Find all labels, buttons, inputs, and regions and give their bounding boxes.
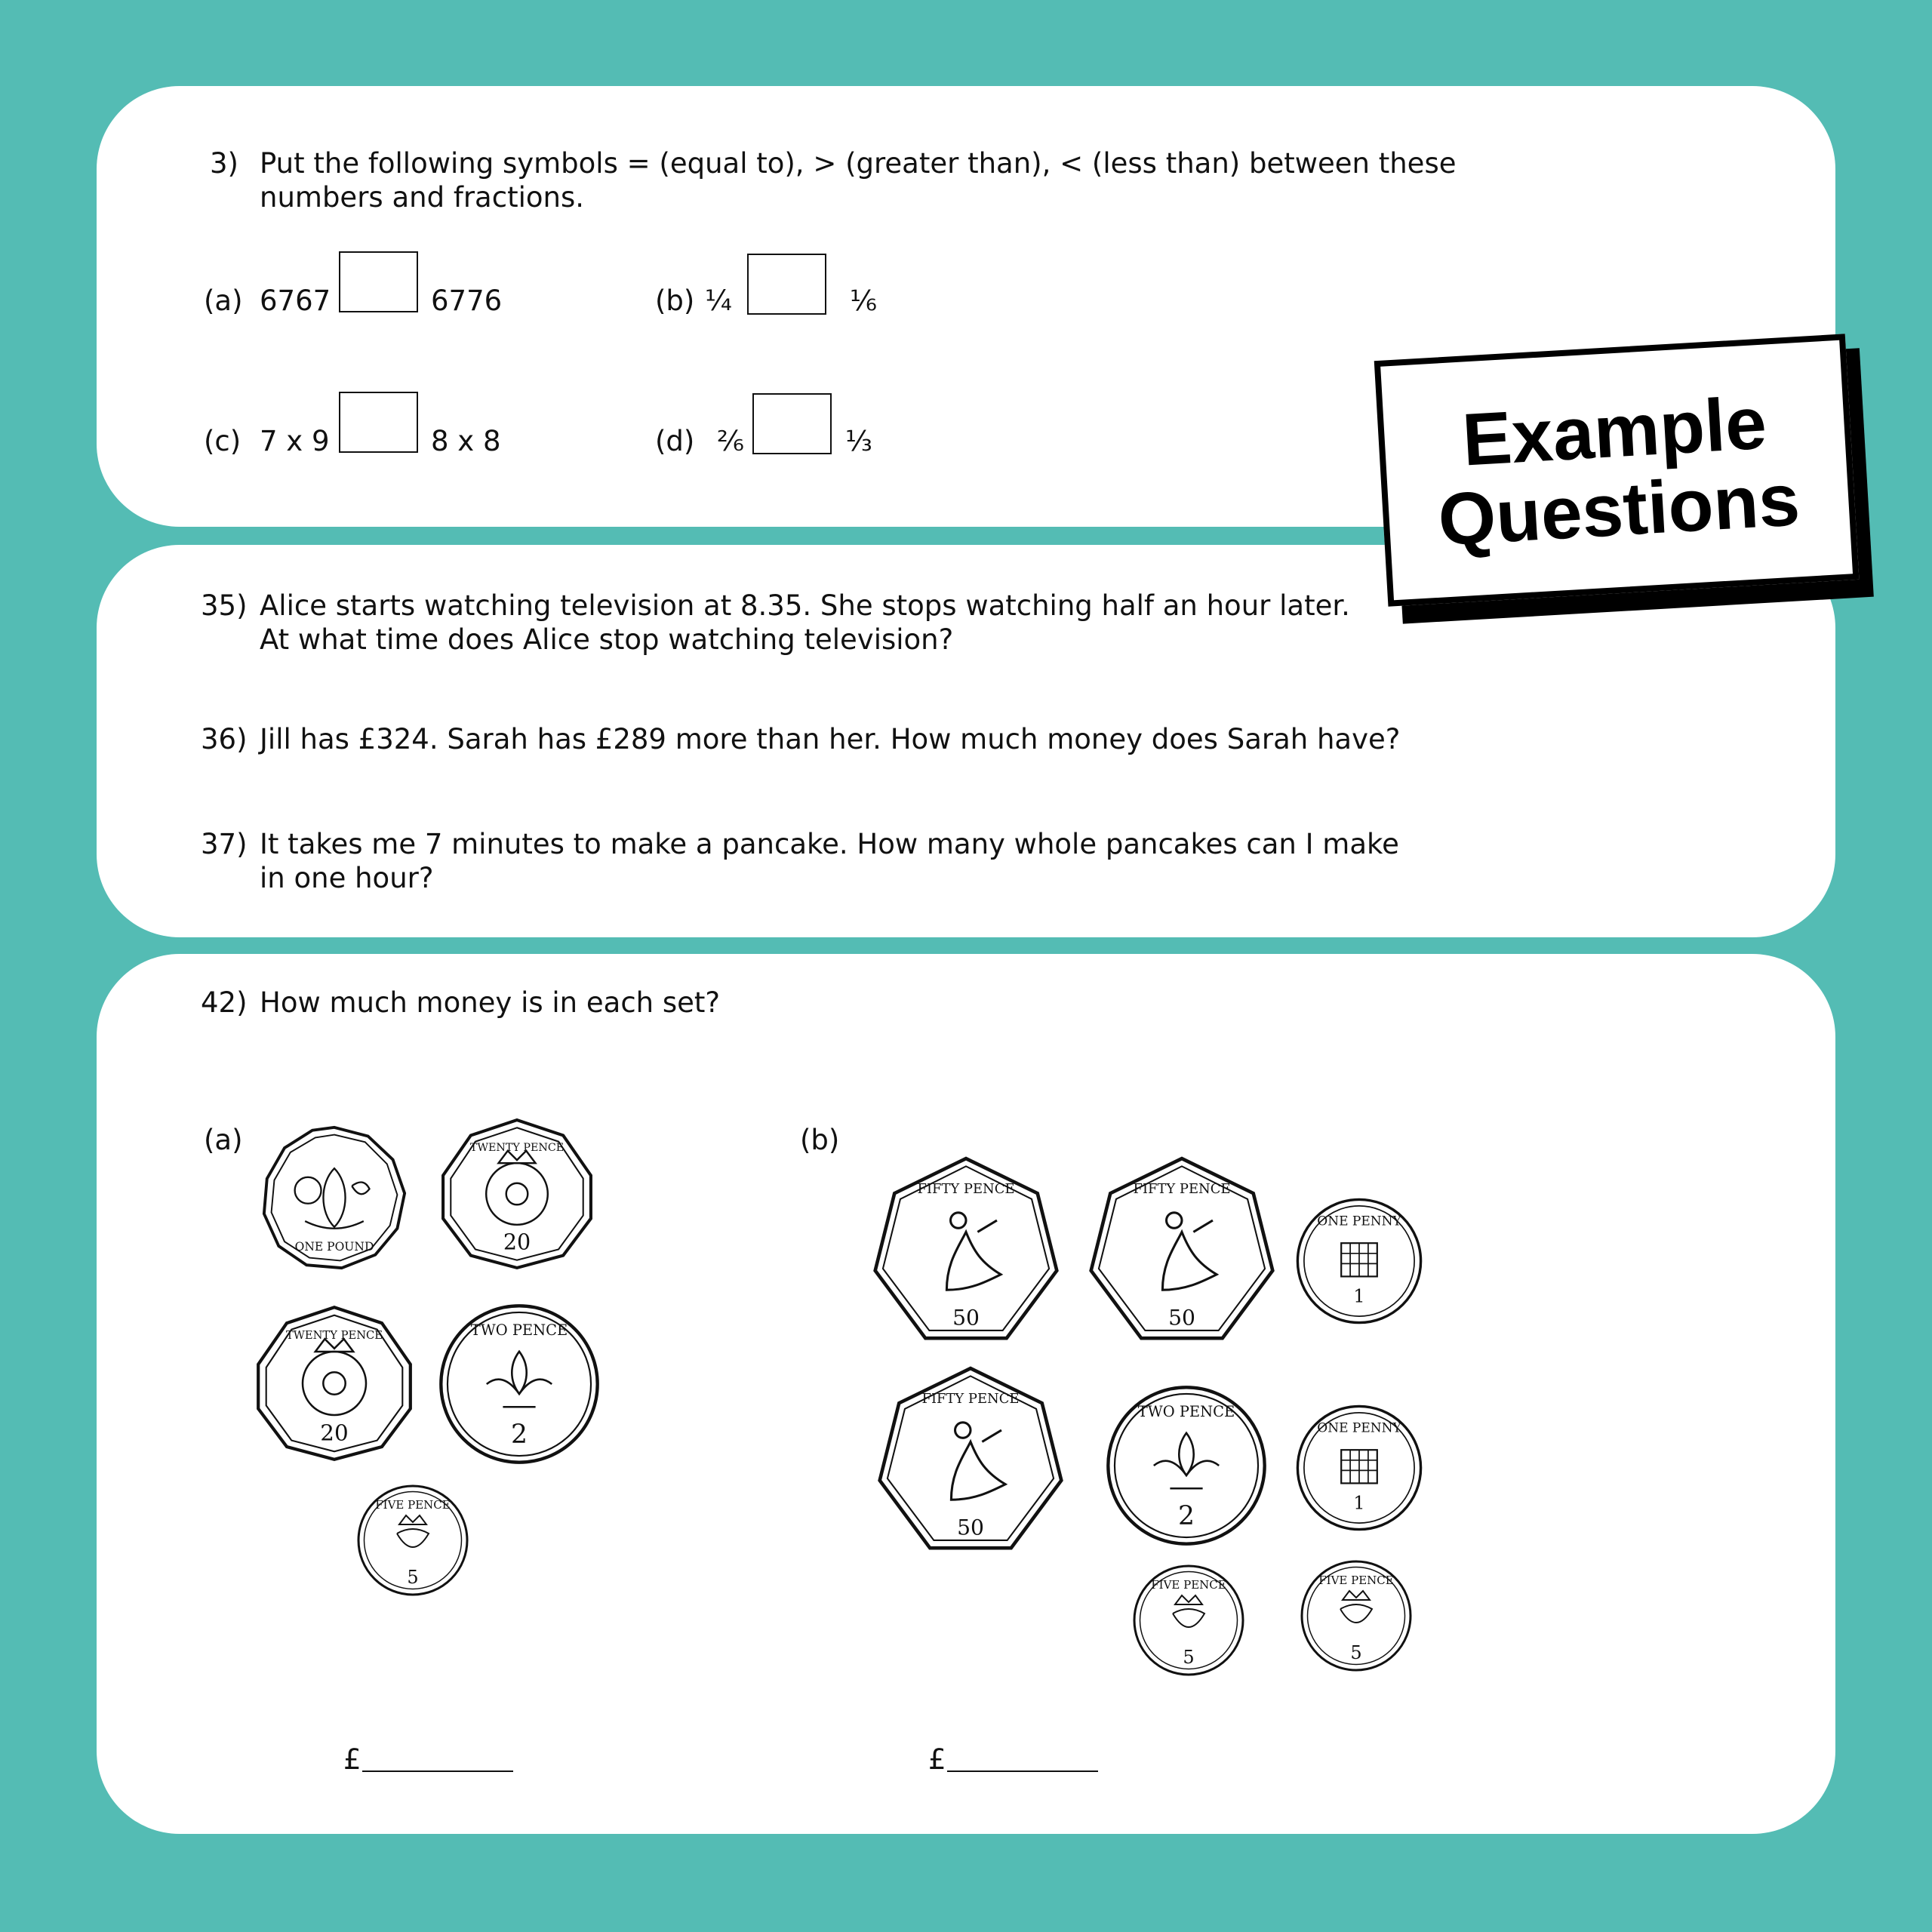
one-penny-coin-icon <box>1295 1197 1423 1325</box>
question-text: Jill has £324. Sarah has £289 more than her. How much money does Sarah have? <box>260 723 1401 755</box>
coin-value: 20 <box>503 1229 531 1255</box>
answer-box[interactable] <box>747 254 826 315</box>
question-number: 3) <box>210 147 238 180</box>
one-penny-coin-icon <box>1295 1404 1423 1532</box>
fifty-pence-coin-icon <box>869 1155 1063 1348</box>
item-label: (c) <box>204 425 242 457</box>
coin-value: 1 <box>1353 1285 1365 1307</box>
question-text: It takes me 7 minutes to make a pancake. How many whole pancakes can I make <box>260 828 1399 860</box>
coin-text: TWO PENCE <box>470 1321 568 1340</box>
answer-box[interactable] <box>339 392 418 453</box>
coin-text: FIVE PENCE <box>1318 1574 1394 1587</box>
question-text: At what time does Alice stop watching television? <box>260 623 954 656</box>
fifty-pence-coin-icon <box>1085 1155 1278 1348</box>
coin-text: FIVE PENCE <box>1151 1578 1226 1592</box>
coin-text: TWENTY PENCE <box>469 1141 565 1154</box>
coin-text: TWO PENCE <box>1137 1403 1235 1421</box>
coin-text: ONE POUND <box>294 1239 374 1254</box>
comparison-right: 6776 <box>431 285 503 317</box>
question-text: How much money is in each set? <box>260 986 721 1019</box>
coin-value: 2 <box>511 1419 528 1450</box>
answer-line-b[interactable] <box>947 1770 1098 1772</box>
item-label: (a) <box>204 285 243 317</box>
comparison-left: ²⁄₆ <box>717 425 744 457</box>
comparison-right: ⅓ <box>845 425 872 457</box>
answer-prefix-b: £ <box>928 1743 946 1776</box>
one-pound-coin-icon <box>261 1124 408 1271</box>
question-number: 42) <box>201 986 248 1019</box>
answer-prefix-a: £ <box>343 1743 361 1776</box>
five-pence-coin-icon <box>1132 1564 1245 1677</box>
coin-text: FIFTY PENCE <box>1133 1181 1231 1198</box>
answer-box[interactable] <box>752 393 832 454</box>
coin-value: 1 <box>1353 1492 1365 1514</box>
question-text: Alice starts watching television at 8.35. She stops watching half an hour later. <box>260 589 1350 622</box>
two-pence-coin-icon <box>438 1303 601 1466</box>
coin-text: FIFTY PENCE <box>921 1391 1020 1407</box>
coin-text: ONE PENNY <box>1317 1214 1401 1229</box>
twenty-pence-coin-icon <box>255 1304 414 1463</box>
question-text: in one hour? <box>260 862 434 894</box>
coin-value: 50 <box>952 1305 980 1331</box>
question-number: 36) <box>201 723 248 755</box>
comparison-right: 8 x 8 <box>431 425 501 457</box>
question-number: 37) <box>201 828 248 860</box>
coin-value: 20 <box>320 1420 349 1446</box>
set-a-label: (a) <box>204 1124 243 1156</box>
item-label: (d) <box>655 425 695 457</box>
question-text: numbers and fractions. <box>260 181 584 214</box>
twenty-pence-coin-icon <box>438 1117 596 1271</box>
five-pence-coin-icon <box>1300 1559 1413 1672</box>
coin-value: 5 <box>407 1567 419 1588</box>
fifty-pence-coin-icon <box>874 1364 1067 1558</box>
set-b-label: (b) <box>800 1124 840 1156</box>
two-pence-coin-icon <box>1105 1384 1268 1547</box>
coin-text: ONE PENNY <box>1317 1420 1401 1436</box>
five-pence-coin-icon <box>356 1484 469 1597</box>
coin-value: 5 <box>1183 1647 1195 1668</box>
coin-text: TWENTY PENCE <box>285 1329 383 1343</box>
answer-line-a[interactable] <box>362 1770 513 1772</box>
coin-value: 5 <box>1350 1642 1362 1663</box>
item-label: (b) <box>655 285 695 317</box>
comparison-right: ⅙ <box>850 285 877 317</box>
badge-line-2: Questions <box>1435 457 1802 561</box>
badge-line-1: Example <box>1460 380 1769 481</box>
coin-value: 2 <box>1178 1500 1195 1531</box>
comparison-left: ¼ <box>705 285 732 317</box>
coin-value: 50 <box>957 1515 984 1540</box>
question-number: 35) <box>201 589 248 622</box>
badge-box <box>1374 334 1860 606</box>
coin-text: FIVE PENCE <box>375 1498 451 1512</box>
comparison-left: 7 x 9 <box>260 425 330 457</box>
coin-value: 50 <box>1168 1305 1195 1331</box>
answer-box[interactable] <box>339 251 418 312</box>
coin-text: FIFTY PENCE <box>917 1181 1015 1198</box>
question-text: Put the following symbols = (equal to), > (greater than), < (less than) between these <box>260 147 1457 180</box>
example-questions-badge <box>1374 334 1860 617</box>
comparison-left: 6767 <box>260 285 331 317</box>
